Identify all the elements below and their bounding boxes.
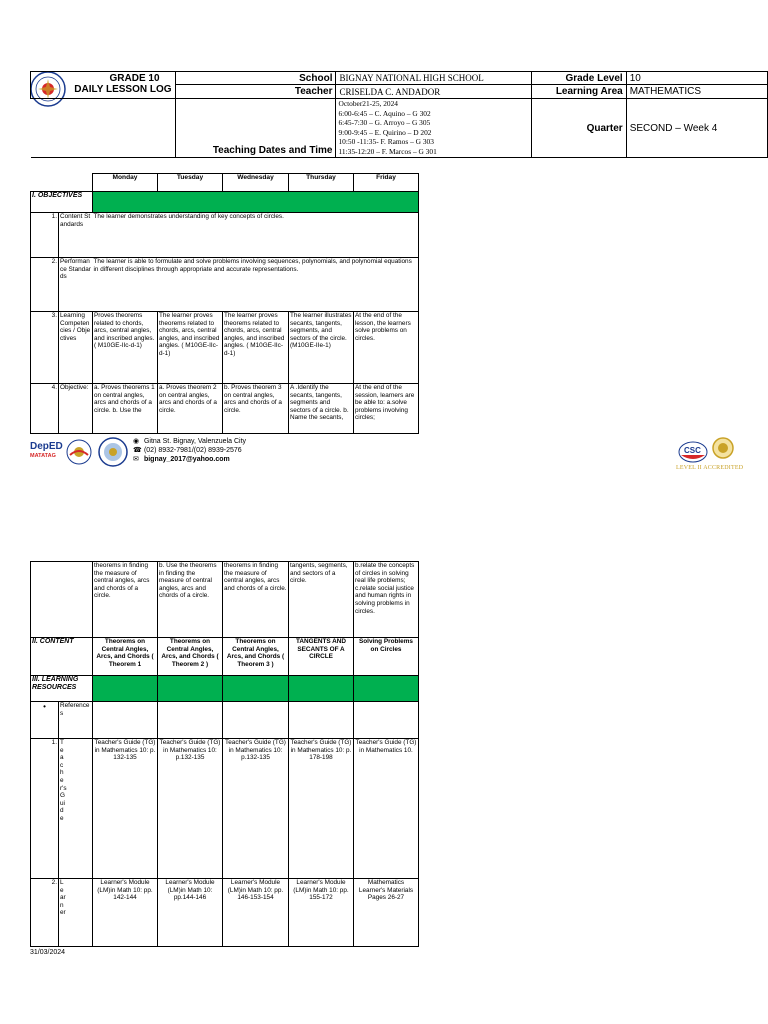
obj-friday: At the end of the session, learners are be able to: a.solve problems involving circles; [354, 384, 419, 434]
green-bar [93, 192, 419, 213]
quarter-value: SECOND – Week 4 [626, 99, 767, 158]
content-tuesday: Theorems on Central Angles, Arcs, and Chords ( Theorem 2 ) [158, 638, 223, 676]
references-label: References [59, 702, 93, 739]
grade-level-value: 10 [626, 72, 767, 85]
schedule-line: 10:50 -11:35- F. Ramos – G 303 [338, 137, 434, 147]
teacher-value: CRISELDA C. ANDADOR [336, 85, 531, 99]
grade-level-label: Grade Level [531, 72, 626, 85]
lm-monday: Learner's Module (LM)in Math 10: pp. 142-144 [93, 879, 158, 947]
accreditation-text: LEVEL II ACCREDITED [676, 465, 744, 471]
schedule-line: 6:45-7:30 – G. Arroyo – G 305 [338, 118, 431, 128]
obj2-wednesday: theorems in finding the measure of central angles, arcs and chords of a circle. [223, 562, 289, 638]
bagong-pilipinas-icon [66, 439, 92, 465]
schedule-cell [336, 99, 531, 158]
content-thursday: TANGENTS AND SECANTS OF A CIRCLE [289, 638, 354, 676]
title-cell [31, 72, 176, 99]
tg-label: Teacher's Guide [60, 739, 67, 822]
tg-tuesday: Teacher's Guide (TG) in Mathematics 10: p.132-135 [158, 739, 223, 879]
email-line [133, 455, 246, 464]
learning-area-value: MATHEMATICS [626, 85, 767, 99]
lm-tuesday: Learner's Module (LM)in Math 10: pp.144-146 [158, 879, 223, 947]
green-cell [223, 676, 289, 702]
empty-cell [223, 702, 289, 739]
matatag-wordmark: MATATAG [30, 453, 56, 459]
deped-logo [30, 441, 64, 469]
obj-tuesday: a. Proves theorem 2 on central angles, arcs and chords of a circle. [158, 384, 223, 434]
address-line [133, 437, 246, 446]
lm-friday: Mathematics Learner's Materials Pages 26-27 [354, 879, 419, 947]
lm-label: Learner [60, 879, 66, 917]
bagong-pilipinas-logo [66, 439, 92, 465]
objectives-section: I. OBJECTIVES [31, 192, 93, 213]
tg-monday: Teacher's Guide (TG) in Mathematics 10: p. 132-135 [93, 739, 158, 879]
lm-thursday: Learner's Module (LM)in Math 10: pp. 155-172 [289, 879, 354, 947]
day-header-thursday: Thursday [289, 174, 354, 192]
perf-std-text: The learner is able to formulate and solve problems involving sequences, polynomials, and polynomial equations in different disciplines through appropriate and accurate representations. [93, 258, 419, 312]
green-cell [354, 676, 419, 702]
deped-wordmark: DepED [30, 441, 63, 452]
teacher-label: Teacher [175, 85, 336, 99]
content-std-text: The learner demonstrates understanding of key concepts of circles. [93, 213, 419, 258]
comp-thursday: The learner illustrates secants, tangents, segments, and sectors of the circle. (M10GE-IIe-1) [289, 312, 354, 384]
lm-num: 2. [31, 879, 59, 947]
comp-wednesday: The learner proves theorems related to chords, arcs, central angles, and inscribed angles. ( M10GE-IIc-d-1) [223, 312, 289, 384]
address-text: Gitna St. Bignay, Valenzuela City [143, 438, 247, 445]
page-date: 31/03/2024 [30, 949, 66, 956]
content-monday: Theorems on Central Angles, Arcs, and Chords ( Theorem 1 [93, 638, 158, 676]
perf-std-label: Performance Standards [59, 258, 93, 312]
obj2-friday: b.relate the concepts of circles in solving real life problems; c.relate social justice and human rights in solving problems in circles. [354, 562, 419, 638]
blank-cell [31, 99, 176, 158]
schedule-line: 9:00-9:45 – E. Quirino – D 202 [338, 127, 432, 137]
school-seal-icon [98, 437, 128, 467]
perf-std-num: 2. [31, 258, 59, 312]
empty-cell [93, 702, 158, 739]
corner-cell [31, 174, 93, 192]
tg-friday: Teacher's Guide (TG) in Mathematics 10. [354, 739, 419, 879]
obj2-tuesday: b. Use the theorems in finding the measure of central angles, arcs and chords of a circle. [158, 562, 223, 638]
dates-label: Teaching Dates and Time [175, 99, 336, 158]
content-wednesday: Theorems on Central Angles, Arcs, and Chords ( Theorem 3 ) [223, 638, 289, 676]
phone-icon: ☎ [133, 447, 142, 454]
obj-monday: a. Proves theorems 1 on central angles, arcs and chords of a circle. b. Use the [93, 384, 158, 434]
continued-label-cell [31, 562, 93, 638]
schedule-line: October21-25, 2024 [338, 99, 399, 108]
obj2-thursday: tangents, segments, and sectors of a circle. [289, 562, 354, 638]
content-std-num: 1. [31, 213, 59, 258]
contact-block [133, 437, 246, 464]
csc-text: CSC [684, 446, 701, 455]
dll-table-page1 [30, 173, 419, 434]
obj2-monday: theorems in finding the measure of central angles, arcs and chords of a circle. [93, 562, 158, 638]
lm-wednesday: Learner's Module (LM)in Math 10: pp. 146-153-154 [223, 879, 289, 947]
lm-label-cell [59, 879, 93, 947]
content-friday: Solving Problems on Circles [354, 638, 419, 676]
day-header-wednesday: Wednesday [223, 174, 289, 192]
green-cell [93, 676, 158, 702]
day-header-monday: Monday [93, 174, 158, 192]
schedule-line: 6:00-6:45 – C. Aquino – G 302 [338, 108, 431, 118]
obj-wednesday: b. Proves theorem 3 on central angles, arcs and chords of a circle. [223, 384, 289, 434]
log-title: DAILY LESSON LOG [74, 84, 172, 95]
header-table [30, 71, 768, 158]
empty-cell [289, 702, 354, 739]
comp-num: 3. [31, 312, 59, 384]
tg-label-cell [59, 739, 93, 879]
email-icon: ✉ [133, 456, 139, 463]
tg-num: 1. [31, 739, 59, 879]
school-seal-logo [98, 437, 128, 467]
green-cell [158, 676, 223, 702]
comp-label: Learning Competencies / Objectives [59, 312, 93, 384]
day-header-friday: Friday [354, 174, 419, 192]
grade-title: GRADE 10 [109, 73, 160, 84]
content-std-label: Content Standards [59, 213, 93, 258]
obj-label: Objective: [59, 384, 93, 434]
resources-section: III. LEARNING RESOURCES [31, 676, 93, 702]
tg-wednesday: Teacher's Guide (TG) in Mathematics 10: p.132-135 [223, 739, 289, 879]
obj-thursday: A .Identify the secants, tangents, segments and sectors of a circle. b. Name the secants, [289, 384, 354, 434]
content-section: II. CONTENT [31, 638, 93, 676]
location-icon: ◉ [133, 438, 140, 445]
medal-icon [708, 437, 738, 461]
green-cell [289, 676, 354, 702]
phone-line [133, 446, 246, 455]
school-value: BIGNAY NATIONAL HIGH SCHOOL [336, 72, 531, 85]
day-header-tuesday: Tuesday [158, 174, 223, 192]
email-text: bignay_2017@yahoo.com [143, 456, 230, 463]
references-bullet: • [31, 702, 59, 739]
schedule-line: 11:35-12:20 – F. Marcos – G 301 [338, 146, 437, 156]
comp-friday: At the end of the lesson, the learners solve problems on circles. [354, 312, 419, 384]
learning-area-label: Learning Area [531, 85, 626, 99]
comp-tuesday: The learner proves theorems related to chords, arcs, central angles, and inscribed angles. ( M10GE-IIc-d-1) [158, 312, 223, 384]
csc-logo [678, 441, 708, 467]
phone-text: (02) 8932-7981/(02) 8939-2576 [143, 447, 242, 454]
accreditation-seal [708, 437, 738, 461]
empty-cell [354, 702, 419, 739]
quarter-label: Quarter [531, 99, 626, 158]
empty-cell [158, 702, 223, 739]
dll-table-page2 [30, 561, 419, 947]
obj-num: 4. [31, 384, 59, 434]
comp-monday: Proves theorems related to chords, arcs, central angles, and inscribed angles. ( M10GE-IIc-d-1) [93, 312, 158, 384]
school-label: School [175, 72, 336, 85]
tg-thursday: Teacher's Guide (TG) in Mathematics 10: p. 178-198 [289, 739, 354, 879]
